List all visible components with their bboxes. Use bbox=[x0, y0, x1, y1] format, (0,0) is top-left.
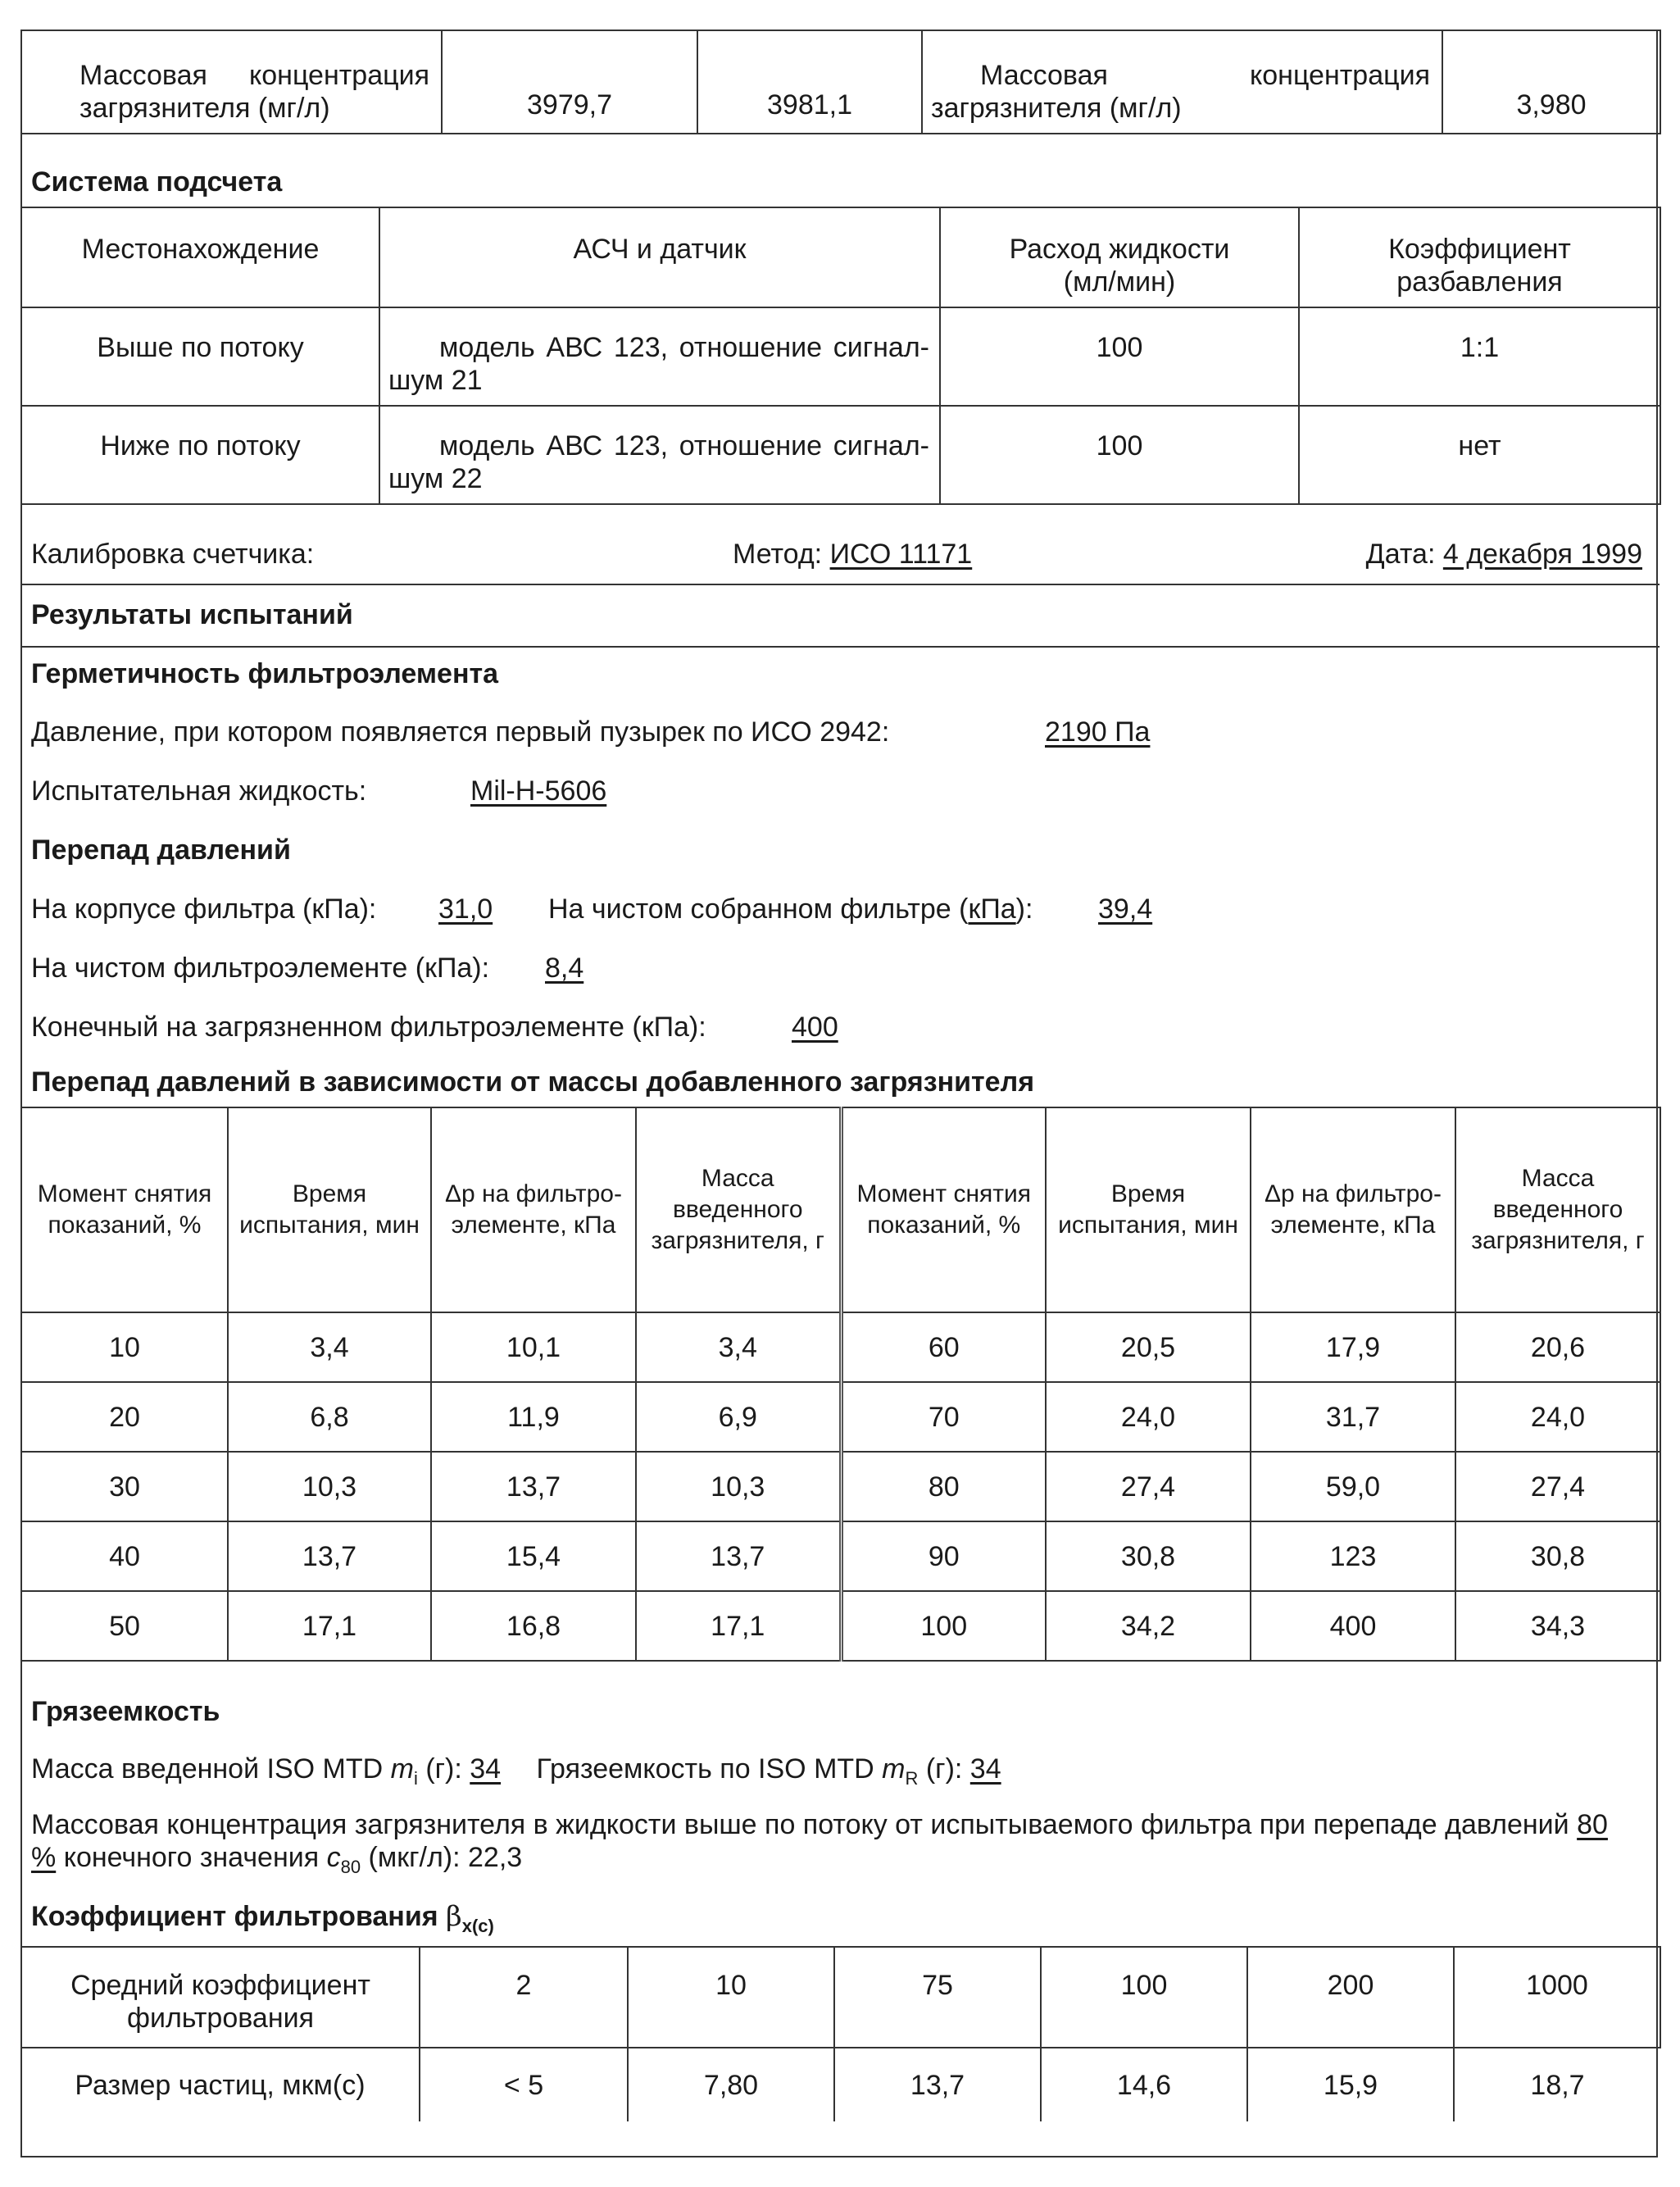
beta-heading: Коэффициент фильтрования $\beta_{x(c)}$ bbox=[31, 1900, 494, 1936]
beta-cell: 200 bbox=[1247, 1947, 1454, 2048]
table-cell: 20,6 bbox=[1455, 1312, 1660, 1382]
top-concentration-table bbox=[20, 30, 1661, 134]
pressure-drop-heading: Перепад давлений bbox=[31, 834, 291, 866]
table-cell: 40 bbox=[21, 1521, 228, 1591]
beta-cell: 2 bbox=[420, 1947, 628, 2048]
method-value: ИСО 11171 bbox=[829, 539, 973, 570]
table-cell: 6,8 bbox=[228, 1382, 431, 1452]
beta-cell: 15,9 bbox=[1247, 2048, 1454, 2121]
header-sensor: АСЧ и датчик bbox=[379, 207, 940, 307]
header-mass: Масса введенного загрязнителя, г bbox=[636, 1107, 841, 1312]
row-dilution: 1:1 bbox=[1299, 307, 1660, 406]
beta-cell: 10 bbox=[628, 1947, 834, 2048]
table-cell: 27,4 bbox=[1046, 1452, 1251, 1521]
divider bbox=[20, 646, 1660, 648]
counting-system-heading: Система подсчета bbox=[31, 166, 283, 198]
top-value-2: 3981,1 bbox=[697, 30, 922, 134]
table-cell: 13,7 bbox=[228, 1521, 431, 1591]
table-cell: 70 bbox=[841, 1382, 1046, 1452]
table-cell: 17,1 bbox=[228, 1591, 431, 1661]
beta-row1-label: Средний коэффициент фильтрования bbox=[21, 1947, 420, 2048]
table-cell: 34,2 bbox=[1046, 1591, 1251, 1661]
row-flow: 100 bbox=[940, 307, 1299, 406]
housing-value: 31,0 bbox=[438, 893, 493, 925]
divider bbox=[20, 584, 1660, 585]
top-right-label: Массовая концентрация загрязнителя (мг/л) bbox=[922, 30, 1442, 134]
table-cell: 16,8 bbox=[431, 1591, 636, 1661]
counting-system-table bbox=[20, 207, 1661, 505]
table-cell: 59,0 bbox=[1251, 1452, 1455, 1521]
final-value: 400 bbox=[792, 1012, 838, 1043]
table-cell: 17,1 bbox=[636, 1591, 841, 1661]
row-sensor: модель АВС 123, отношение сигнал-шум 22 bbox=[379, 406, 940, 504]
table-cell: 3,4 bbox=[228, 1312, 431, 1382]
dp-table-heading: Перепад давлений в зависимости от массы добавленного загрязнителя bbox=[31, 1066, 1035, 1098]
beta-cell: 13,7 bbox=[834, 2048, 1041, 2121]
fluid-label: Испытательная жидкость: bbox=[31, 775, 367, 807]
row-location: Ниже по потоку bbox=[21, 406, 379, 504]
header-time: Время испытания, мин bbox=[1046, 1107, 1251, 1312]
date-value: 4 декабря 1999 bbox=[1442, 539, 1642, 570]
table-cell: 11,9 bbox=[431, 1382, 636, 1452]
table-cell: 34,3 bbox=[1455, 1591, 1660, 1661]
housing-row bbox=[31, 893, 1642, 925]
header-dilution: Коэффициент разбавления bbox=[1299, 207, 1660, 307]
beta-cell: 7,80 bbox=[628, 2048, 834, 2121]
table-cell: 27,4 bbox=[1455, 1452, 1660, 1521]
row-flow: 100 bbox=[940, 406, 1299, 504]
header-moment: Момент снятия показаний, % bbox=[21, 1107, 228, 1312]
bubble-label: Давление, при котором появляется первый пузырек по ИСО 2942: bbox=[31, 716, 890, 748]
header-location: Местонахождение bbox=[21, 207, 379, 307]
bubble-value: 2190 Па bbox=[1045, 716, 1151, 748]
header-dp: Δp на фильтро-элементе, кПа bbox=[431, 1107, 636, 1312]
date-label: Дата: bbox=[1365, 539, 1436, 570]
method-label: Метод: bbox=[733, 539, 823, 570]
table-cell: 100 bbox=[841, 1591, 1046, 1661]
table-cell: 24,0 bbox=[1046, 1382, 1251, 1452]
calibration-row bbox=[31, 538, 1642, 571]
table-cell: 6,9 bbox=[636, 1382, 841, 1452]
table-cell: 123 bbox=[1251, 1521, 1455, 1591]
capacity-heading: Грязеемкость bbox=[31, 1696, 220, 1727]
final-label: Конечный на загрязненном фильтроэлементе (кПа): bbox=[31, 1012, 706, 1043]
beta-cell: 18,7 bbox=[1454, 2048, 1660, 2121]
mass-label: Масса введенной ISO MTD bbox=[31, 1753, 384, 1785]
table-cell: 10 bbox=[21, 1312, 228, 1382]
header-mass: Масса введенного загрязнителя, г bbox=[1455, 1107, 1660, 1312]
beta-cell: 100 bbox=[1041, 1947, 1247, 2048]
table-cell: 90 bbox=[841, 1521, 1046, 1591]
capacity-label: Грязеемкость по ISO MTD bbox=[536, 1753, 874, 1785]
beta-cell: 14,6 bbox=[1041, 2048, 1247, 2121]
concentration-text: Массовая концентрация загрязнителя в жидкости выше по потоку от испытываемого фильтра при перепаде давлений 80 % конечного значения $c_{80}$ (мкг/л): 22,3 bbox=[31, 1809, 1608, 1877]
fluid-value: Mil-H-5606 bbox=[470, 775, 607, 807]
table-cell: 30,8 bbox=[1455, 1521, 1660, 1591]
bubble-point-row bbox=[31, 716, 1642, 748]
beta-cell: 1000 bbox=[1454, 1947, 1660, 2048]
table-cell: 17,9 bbox=[1251, 1312, 1455, 1382]
table-cell: 31,7 bbox=[1251, 1382, 1455, 1452]
calibration-method bbox=[733, 538, 972, 571]
final-dp-row bbox=[31, 1011, 1642, 1043]
element-label: На чистом фильтроэлементе (кПа): bbox=[31, 953, 490, 984]
table-cell: 80 bbox=[841, 1452, 1046, 1521]
table-cell: 20 bbox=[21, 1382, 228, 1452]
calibration-date bbox=[1366, 538, 1642, 571]
table-cell: 20,5 bbox=[1046, 1312, 1251, 1382]
test-fluid-row bbox=[31, 775, 1642, 807]
assembly-value: 39,4 bbox=[1098, 893, 1153, 925]
integrity-heading: Герметичность фильтроэлемента bbox=[31, 658, 499, 689]
beta-ratio-table bbox=[20, 1946, 1661, 2121]
element-row bbox=[31, 952, 1642, 984]
beta-cell: 75 bbox=[834, 1947, 1041, 2048]
header-moment: Момент снятия показаний, % bbox=[841, 1107, 1046, 1312]
beta-cell: < 5 bbox=[420, 2048, 628, 2121]
table-cell: 3,4 bbox=[636, 1312, 841, 1382]
table-cell: 60 bbox=[841, 1312, 1046, 1382]
row-sensor: модель АВС 123, отношение сигнал-шум 21 bbox=[379, 307, 940, 406]
mass-value: 34 bbox=[470, 1753, 502, 1785]
table-cell: 400 bbox=[1251, 1591, 1455, 1661]
row-dilution: нет bbox=[1299, 406, 1660, 504]
table-cell: 13,7 bbox=[636, 1521, 841, 1591]
table-cell: 50 bbox=[21, 1591, 228, 1661]
table-cell: 10,1 bbox=[431, 1312, 636, 1382]
calibration-label: Калибровка счетчика: bbox=[31, 539, 315, 570]
header-dp: Δp на фильтро-элементе, кПа bbox=[1251, 1107, 1455, 1312]
results-heading: Результаты испытаний bbox=[31, 599, 353, 630]
capacity-value: 34 bbox=[969, 1753, 1001, 1785]
table-cell: 10,3 bbox=[636, 1452, 841, 1521]
table-cell: 24,0 bbox=[1455, 1382, 1660, 1452]
element-value: 8,4 bbox=[545, 953, 584, 984]
mass-capacity-row: Масса введенной ISO MTD $m_i$ (г): 34 Грязеемкость по ISO MTD $m_R$ (г): 34 bbox=[31, 1753, 1001, 1789]
housing-label: На корпусе фильтра (кПа): bbox=[31, 893, 377, 925]
top-value-1: 3979,7 bbox=[442, 30, 697, 134]
table-cell: 10,3 bbox=[228, 1452, 431, 1521]
table-cell: 30,8 bbox=[1046, 1521, 1251, 1591]
row-location: Выше по потоку bbox=[21, 307, 379, 406]
table-cell: 13,7 bbox=[431, 1452, 636, 1521]
header-time: Время испытания, мин bbox=[228, 1107, 431, 1312]
table-cell: 30 bbox=[21, 1452, 228, 1521]
assembly-label: На чистом собранном фильтре (кПа): bbox=[548, 893, 1033, 925]
table-cell: 15,4 bbox=[431, 1521, 636, 1591]
concentration-percent: 80 % bbox=[31, 1809, 1608, 1873]
dp-vs-mass-table bbox=[20, 1107, 1661, 1662]
beta-row2-label: Размер частиц, мкм(с) bbox=[21, 2048, 420, 2121]
header-flow: Расход жидкости (мл/мин) bbox=[940, 207, 1299, 307]
top-left-label: Массовая концентрация загрязнителя (мг/л) bbox=[21, 30, 442, 134]
top-value-3: 3,980 bbox=[1442, 30, 1660, 134]
